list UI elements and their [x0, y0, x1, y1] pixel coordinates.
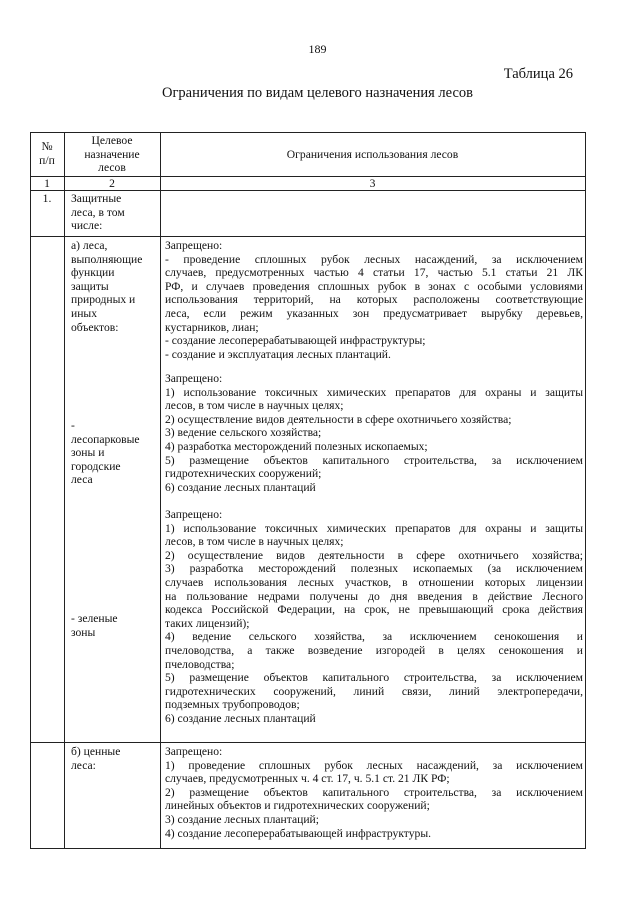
restriction-line: 4) разработка месторождений полезных ископаемых; — [165, 439, 428, 453]
category-line: Защитные — [71, 192, 122, 205]
category-protective-forests — [71, 192, 169, 233]
restriction-line: Запрещено: — [165, 372, 223, 385]
category-valuable-forests — [71, 745, 169, 772]
category-line: - — [71, 419, 75, 432]
column-number-3: 3 — [369, 177, 376, 190]
table-border-top — [30, 132, 586, 133]
category-line: леса, в том — [71, 205, 125, 219]
restriction-line: пчеловодства, а также возведение изгородей в целях сенокошения и — [165, 643, 583, 657]
table-border-right — [585, 132, 586, 849]
category-line: защиты — [71, 279, 109, 293]
restriction-line: 3) создание лесных плантаций; — [165, 812, 319, 826]
table-col-divider-2 — [160, 132, 161, 849]
restriction-line: 6) создание лесных плантаций — [165, 711, 316, 725]
category-line: объектов: — [71, 320, 119, 334]
restriction-line: - создание лесоперерабатывающей инфраструктуры; — [165, 334, 426, 348]
category-line: природных и — [71, 293, 136, 307]
table-rule-row1 — [30, 236, 586, 237]
header-col-purpose — [64, 134, 160, 175]
restriction-line: лесов, в том числе в научных целях; — [165, 399, 344, 413]
header-col-purpose-line: лесов — [98, 161, 126, 175]
category-line: числе: — [71, 219, 103, 233]
category-line: городские — [71, 459, 121, 473]
restriction-line: Запрещено: — [165, 508, 223, 521]
restrictions-protection-functions — [165, 239, 583, 361]
column-number-2: 2 — [109, 177, 115, 190]
restriction-line: 1) использование токсичных химических препаратов для охраны и защиты — [165, 521, 583, 535]
header-col-number — [30, 140, 64, 167]
restriction-line: 3) разработка месторождений полезных ископаемых (за исключением — [165, 562, 583, 576]
restriction-line: кодекса Российской Федерации, на срок, не превышающий срока действия — [165, 603, 583, 617]
category-line: - зеленые — [71, 612, 118, 625]
restriction-line: случаев, предусмотренных ч. 4 ст. 17, ч. 5.1 ст. 21 ЛК РФ; — [165, 772, 450, 786]
restriction-line: - проведение сплошных рубок лесных насаждений, за исключением — [165, 252, 583, 266]
restrictions-table — [30, 132, 586, 849]
restriction-line: 4) создание лесоперерабатывающей инфраструктуры. — [165, 826, 432, 840]
restriction-line: таких лицензий); — [165, 616, 250, 630]
restriction-line: случаев использования лесных участков, в отношении которых лицензии — [165, 575, 583, 589]
restriction-line: 2) осуществление видов деятельности в сфере охотничьего хозяйства; — [165, 412, 512, 426]
table-col-divider-1 — [64, 132, 65, 849]
restriction-line: 1) проведение сплошных рубок лесных насаждений, за исключением — [165, 758, 583, 772]
restriction-line: 5) размещение объектов капитального строительства, за исключением — [165, 453, 583, 467]
category-line: функции — [71, 266, 115, 280]
category-line: зоны — [71, 625, 96, 639]
restriction-line: 1) использование токсичных химических препаратов для охраны и защиты — [165, 385, 583, 399]
document-title: Ограничения по видам целевого назначения лесов — [162, 85, 473, 101]
restrictions-valuable-forests — [165, 745, 583, 840]
restriction-line: леса, если режим указанных зон предусматривает вырубку деревьев, — [165, 306, 583, 320]
header-col-purpose-line: Целевое — [91, 134, 133, 147]
header-col-purpose-line: назначение — [84, 147, 140, 161]
restriction-line: линейных объектов и гидротехнических сооружений; — [165, 799, 430, 813]
restriction-line: лесов, в том числе в научных целях; — [165, 535, 344, 549]
restriction-line: 5) размещение объектов капитального строительства, за исключением — [165, 671, 583, 685]
category-line: лесопарковые — [71, 432, 140, 446]
restriction-line: Запрещено: — [165, 239, 223, 252]
category-forest-park-zones — [71, 419, 169, 487]
category-line: иных — [71, 306, 97, 320]
row-number: 1. — [42, 192, 52, 205]
restriction-line: на пользование недрами получены до дня введения в действие Лесного — [165, 589, 583, 603]
restriction-line: случаев, предусмотренных частью 4 статьи 17, частью 5.1 статьи 21 ЛК — [165, 266, 583, 280]
restriction-line: 6) создание лесных плантаций — [165, 480, 316, 494]
restriction-line: - создание и эксплуатация лесных плантаций. — [165, 347, 391, 361]
restriction-line: 3) ведение сельского хозяйства; — [165, 426, 322, 440]
category-green-zones — [71, 612, 169, 639]
restrictions-forest-park-zones — [165, 372, 583, 494]
category-line: а) леса, — [71, 239, 108, 252]
restriction-line: Запрещено: — [165, 745, 223, 758]
category-line: леса: — [71, 758, 96, 772]
restrictions-green-zones — [165, 508, 583, 726]
restriction-line: гидротехнических сооружений; — [165, 467, 322, 481]
restriction-line: 4) ведение сельского хозяйства, за исключением сенокошения и — [165, 630, 583, 644]
restriction-line: 2) размещение объектов капитального строительства, за исключением — [165, 785, 583, 799]
table-border-left — [30, 132, 31, 849]
category-line: зоны и — [71, 446, 105, 460]
restriction-line: гидротехнических сооружений, линий связи, линий электропередачи, — [165, 684, 583, 698]
restriction-line: пчеловодства; — [165, 657, 235, 671]
header-col-number-line: № — [41, 140, 53, 153]
table-border-bottom — [30, 848, 586, 849]
category-line: выполняющие — [71, 252, 143, 266]
table-rule-row-b — [30, 742, 586, 743]
category-line: б) ценные — [71, 745, 121, 758]
table-label: Таблица 26 — [503, 66, 573, 82]
restriction-line: РФ, и случаев проведения сплошных рубок в зонах с особыми условиями — [165, 279, 583, 293]
restriction-line: 2) осуществление видов деятельности в сфере охотничьего хозяйства; — [165, 548, 583, 562]
restriction-line: кустарников, лиан; — [165, 320, 259, 334]
header-col-number-line: п/п — [39, 153, 55, 167]
page-number: 189 — [308, 42, 327, 56]
restriction-line: использования территорий, на которых расположены соответствующие — [165, 293, 583, 307]
restriction-line: подземных трубопроводов; — [165, 698, 300, 712]
category-line: леса — [71, 473, 93, 487]
category-protection-functions — [71, 239, 157, 334]
header-col-restrictions: Ограничения использования лесов — [286, 148, 459, 161]
column-number-1: 1 — [44, 177, 50, 190]
